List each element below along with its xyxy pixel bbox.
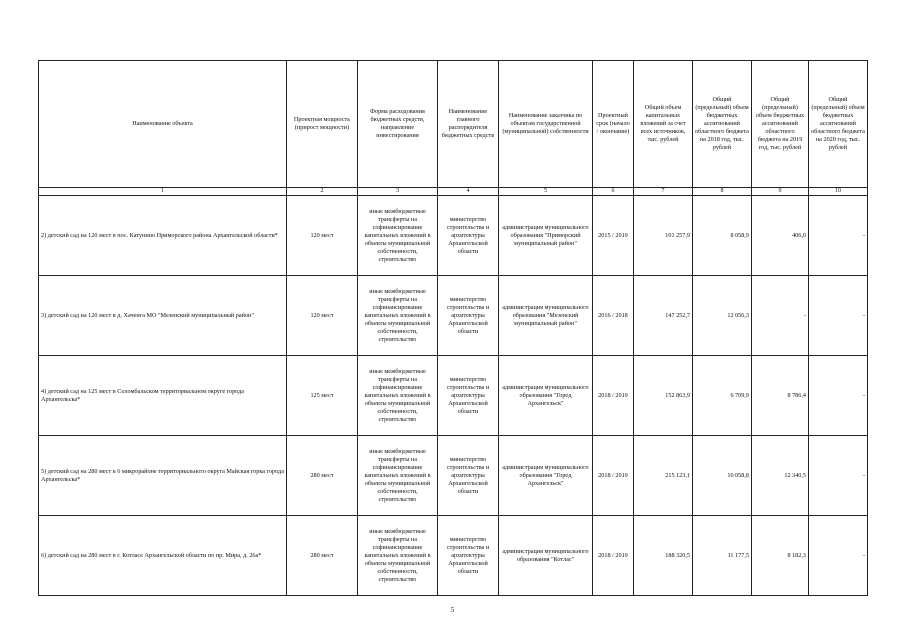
- capacity-cell: 280 мест: [287, 516, 358, 596]
- table-row: [39, 196, 868, 276]
- customer-cell: администрация муниципального образования "Город Архангельск": [499, 356, 593, 436]
- spending-form-cell: иные межбюджетные трансферты на софинансирование капитальных вложений в объекты муниципальной собственности, строительство: [358, 196, 438, 276]
- column-number: 10: [809, 188, 868, 196]
- column-number: 6: [593, 188, 634, 196]
- term-cell: 2016 / 2018: [593, 276, 634, 356]
- administrator-cell: министерство строительства и архитектуры Архангельской области: [438, 436, 499, 516]
- administrator-cell: министерство строительства и архитектуры Архангельской области: [438, 356, 499, 436]
- amount-2018-cell: 10 058,8: [693, 436, 752, 516]
- spending-form-cell: иные межбюджетные трансферты на софинансирование капитальных вложений в объекты муниципальной собственности, строительство: [358, 436, 438, 516]
- column-number: 8: [693, 188, 752, 196]
- column-number: 5: [499, 188, 593, 196]
- table-row: [39, 516, 868, 596]
- customer-cell: администрация муниципального образования "Приморский муниципальный район": [499, 196, 593, 276]
- column-number: 2: [287, 188, 358, 196]
- amount-2018-cell: 8 058,9: [693, 196, 752, 276]
- amount-2020-cell: -: [809, 276, 868, 356]
- administrator-cell: министерство строительства и архитектуры Архангельской области: [438, 276, 499, 356]
- amount-2020-cell: -: [809, 196, 868, 276]
- amount-2019-cell: 8 182,3: [752, 516, 809, 596]
- header-object-name: Наименование объекта: [39, 61, 287, 188]
- capacity-cell: 125 мест: [287, 356, 358, 436]
- object-name: 6) детский сад на 280 мест в г. Котласе Архангельской области по пр. Мира, д. 26а*: [39, 516, 287, 596]
- page-number: 5: [450, 606, 455, 614]
- term-cell: 2018 / 2019: [593, 356, 634, 436]
- object-name: 4) детский сад на 125 мест в Соломбальском территориальном округе города Архангельска*: [39, 356, 287, 436]
- column-number: 4: [438, 188, 499, 196]
- total-cell: 215 123,1: [634, 436, 693, 516]
- column-number: 1: [39, 188, 287, 196]
- customer-cell: администрация муниципального образования "Котлас": [499, 516, 593, 596]
- customer-cell: администрация муниципального образования "Город Архангельск": [499, 436, 593, 516]
- column-number: 9: [752, 188, 809, 196]
- administrator-cell: министерство строительства и архитектуры Архангельской области: [438, 516, 499, 596]
- term-cell: 2018 / 2019: [593, 516, 634, 596]
- spending-form-cell: иные межбюджетные трансферты на софинансирование капитальных вложений в объекты муниципальной собственности, строительство: [358, 516, 438, 596]
- table-row: [39, 276, 868, 356]
- header-2020: Общий (предельный) объем бюджетных ассигнований областного бюджета на 2020 год, тыс. рублей: [809, 61, 868, 188]
- column-number-row: [39, 188, 868, 196]
- column-number: 7: [634, 188, 693, 196]
- amount-2020-cell: -: [809, 436, 868, 516]
- header-2019: Общий (предельный) объем бюджетных ассигнований областного бюджета на 2019 год, тыс. рублей: [752, 61, 809, 188]
- term-cell: 2018 / 2019: [593, 436, 634, 516]
- spending-form-cell: иные межбюджетные трансферты на софинансирование капитальных вложений в объекты муниципальной собственности, строительство: [358, 276, 438, 356]
- header-spending-form: Форма расходования бюджетных средств, направление инвестирования: [358, 61, 438, 188]
- amount-2019-cell: -: [752, 276, 809, 356]
- header-administrator: Наименование главного распорядителя бюджетных средств: [438, 61, 499, 188]
- header-2018: Общий (предельный) объем бюджетных ассигнований областного бюджета на 2018 год, тыс. рублей: [693, 61, 752, 188]
- amount-2020-cell: -: [809, 516, 868, 596]
- customer-cell: администрация муниципального образования "Мезенский муниципальный район": [499, 276, 593, 356]
- table-row: [39, 356, 868, 436]
- amount-2020-cell: -: [809, 356, 868, 436]
- object-name: 2) детский сад на 120 мест в пос. Катунино Приморского района Архангельской области*: [39, 196, 287, 276]
- header-capacity: Проектная мощность (прирост мощности): [287, 61, 358, 188]
- table-row: [39, 436, 868, 516]
- total-cell: 147 252,7: [634, 276, 693, 356]
- spending-form-cell: иные межбюджетные трансферты на софинансирование капитальных вложений в объекты муниципальной собственности, строительство: [358, 356, 438, 436]
- amount-2018-cell: 12 056,3: [693, 276, 752, 356]
- capacity-cell: 280 мест: [287, 436, 358, 516]
- column-number: 3: [358, 188, 438, 196]
- administrator-cell: министерство строительства и архитектуры Архангельской области: [438, 196, 499, 276]
- amount-2019-cell: 406,0: [752, 196, 809, 276]
- amount-2019-cell: 12 340,5: [752, 436, 809, 516]
- header-total: Общий объем капитальных вложений за счет всех источников, тыс. рублей: [634, 61, 693, 188]
- total-cell: 152 863,9: [634, 356, 693, 436]
- term-cell: 2015 / 2019: [593, 196, 634, 276]
- capacity-cell: 120 мест: [287, 276, 358, 356]
- amount-2018-cell: 11 177,5: [693, 516, 752, 596]
- object-name: 5) детский сад на 280 мест в 6 микрорайоне территориального округа Майская горка города Архангельска*: [39, 436, 287, 516]
- header-customer: Наименование заказчика по объектам государственной (муниципальной) собственности: [499, 61, 593, 188]
- total-cell: 188 320,5: [634, 516, 693, 596]
- header-term: Проектный срок (начало / окончание): [593, 61, 634, 188]
- object-name: 3) детский сад на 120 мест в д. Хаченга МО "Мезенский муниципальный район": [39, 276, 287, 356]
- total-cell: 101 257,9: [634, 196, 693, 276]
- capacity-cell: 120 мест: [287, 196, 358, 276]
- amount-2018-cell: 6 709,9: [693, 356, 752, 436]
- table-header-row: [39, 61, 868, 188]
- amount-2019-cell: 8 786,4: [752, 356, 809, 436]
- investment-objects-table: [38, 60, 868, 596]
